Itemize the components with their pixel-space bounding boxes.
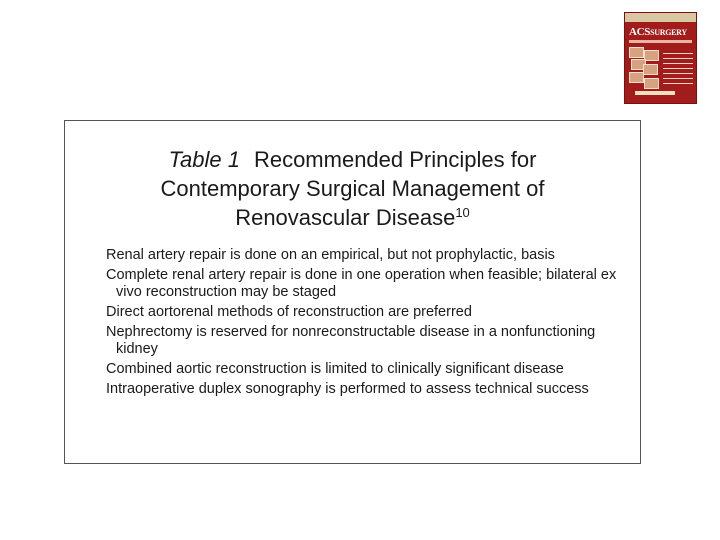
principle-item: Nephrectomy is reserved for nonreconstructable disease in a nonfunctioning kidney — [106, 324, 596, 357]
cover-top-band — [625, 13, 696, 22]
title-line-1: Recommended Principles for — [253, 147, 537, 172]
principle-item: Intraoperative duplex sonography is performed to assess technical success — [106, 381, 589, 397]
principle-item: Renal artery repair is done on an empirical, but not prophylactic, basis — [106, 247, 555, 263]
table-label: Table 1 — [168, 147, 240, 172]
cover-photo-collage — [629, 47, 659, 89]
book-cover-icon — [624, 12, 697, 104]
table-container — [64, 120, 641, 464]
title-line-2: Contemporary Surgical Management of — [160, 176, 545, 201]
cover-text-lines — [663, 53, 693, 88]
cover-subtitle-band — [629, 40, 692, 43]
title-line-3: Renovascular Disease — [235, 205, 456, 230]
principle-item: Combined aortic reconstruction is limited to clinically significant disease — [106, 361, 564, 377]
table-title — [65, 145, 640, 232]
principle-item: Direct aortorenal methods of reconstruction are preferred — [106, 304, 472, 320]
reference-superscript: 10 — [455, 205, 470, 220]
cover-bottom-band — [635, 91, 675, 95]
principles-list — [106, 247, 626, 401]
cover-title: ACSSURGERY — [629, 26, 687, 38]
principle-item: Complete renal artery repair is done in one operation when feasible; bilateral ex vivo reconstruction may be staged — [106, 267, 617, 300]
